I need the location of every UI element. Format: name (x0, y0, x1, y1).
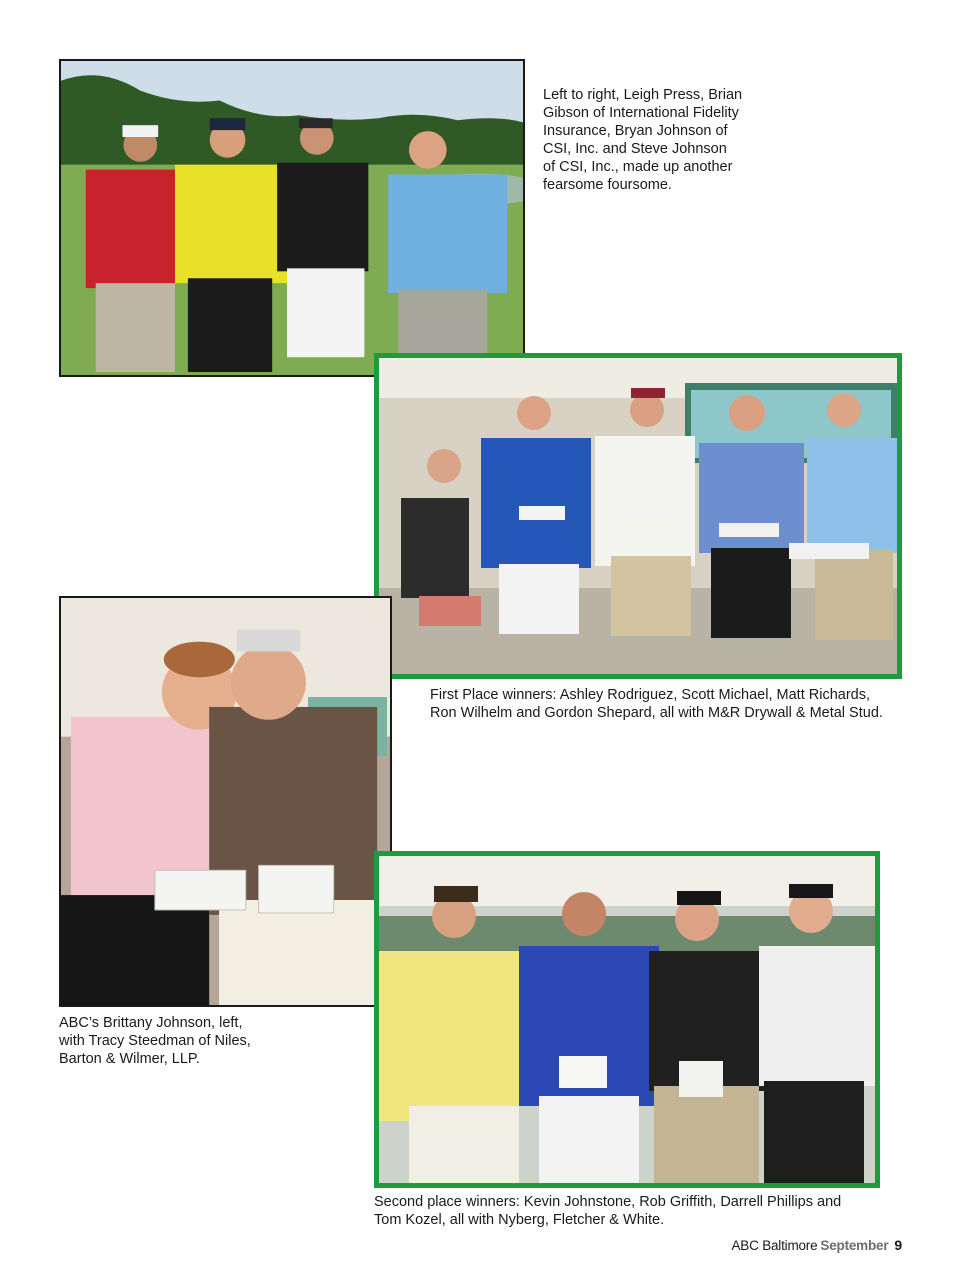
page-number: 9 (894, 1237, 902, 1253)
photo-brittany-and-tracy (59, 596, 392, 1007)
footer-month: September (820, 1238, 889, 1253)
caption-photo1: Left to right, Leigh Press, Brian Gibson of International Fidelity Insurance, Bryan Johnson of CSI, Inc. and Steve Johnson of CSI, Inc., made up another fearsome foursome. (543, 87, 743, 193)
page-footer (731, 1237, 902, 1253)
photo-second-place-winners (374, 851, 880, 1188)
caption-photo2: First Place winners: Ashley Rodriguez, Scott Michael, Matt Richards, Ron Wilhelm and Gordon Shepard, all with M&R Drywall & Metal Stud. (430, 687, 883, 721)
caption-photo4: Second place winners: Kevin Johnstone, Rob Griffith, Darrell Phillips and Tom Kozel, all with Nyberg, Fletcher & White. (374, 1194, 842, 1228)
caption-photo3: ABC’s Brittany Johnson, left, with Tracy Steedman of Niles, Barton & Wilmer, LLP. (59, 1015, 251, 1067)
photo-first-place-winners (374, 353, 902, 679)
photo-golf-foursome (59, 59, 525, 377)
footer-publication: ABC Baltimore (731, 1238, 818, 1253)
